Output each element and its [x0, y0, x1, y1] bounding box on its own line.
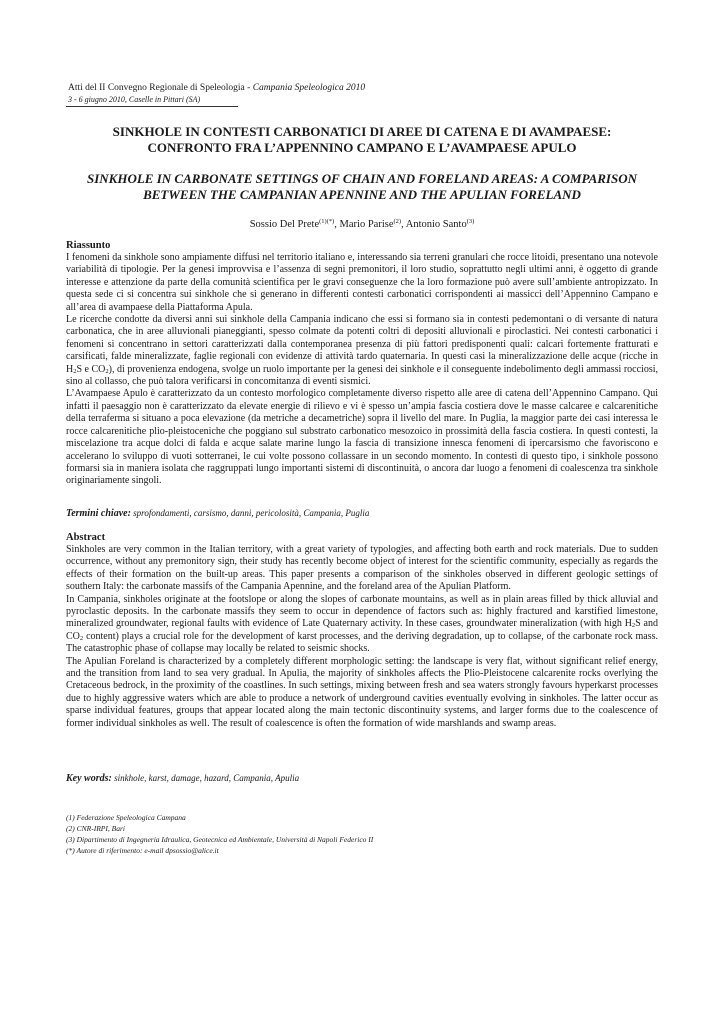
title-english — [60, 171, 664, 202]
text-run: Le ricerche condotte da diversi anni sui sinkhole della Campania indicano che essi si formano sia in contesti pedemontani o di versante di natura carbonatica, che in aree alluvionali pianeggianti, spesso colmate da potenti coltri di depositi alluvionali e piroclastici. Nei contesti carbonatici i fenomeni si concentrano in settori caratterizzati dalla contemporanea presenza di più fattori predisponenti quali: calcari fortemente fratturati e carsificati, falde mineralizzate, faglie regionali con evidenze di attività tardo quaternaria. In questi casi la mineralizzazione delle acque (ricche in H — [66, 314, 658, 375]
proceedings-venue: Campania Speleologica 2010 — [252, 83, 366, 93]
header-line-1 — [68, 82, 368, 94]
subscript: 2 — [73, 367, 77, 375]
text-run: ), di provenienza endogena, svolge un ruolo importante per la genesi dei sinkhole e il conseguente indebolimento degli ammassi rocciosi, sino al collasso, che può talora verificarsi in concomitanza di eventi sismici. — [66, 363, 658, 388]
subscript: 2 — [105, 367, 109, 375]
text-run: S e CO — [76, 363, 106, 375]
key-words — [66, 772, 658, 785]
riassunto-section — [66, 240, 658, 488]
author-name: Mario Parise — [339, 219, 394, 230]
termini-chiave — [66, 507, 658, 520]
footnote: (3) Dipartimento di Ingegneria Idraulica, Geotecnica ed Ambientale, Università di Napoli Federico II — [66, 835, 374, 844]
riassunto-paragraph: I fenomeni da sinkhole sono ampiamente diffusi nel territorio italiano e, interessando sia terreni granulari che rocce litoidi, presentano una notevole variabilità di tipologie. Per la genesi improvvisa e l’assenza di segni premonitori, il loro studio, soprattutto negli ultimi anni, è oggetto di grande interesse e attenzione da parte della comunità scientifica per le gravi conseguenze che la loro formazione può avere sull’ambiente antropizzato. In questa sede ci si concentra sui sinkhole che si generano in differenti contesti carbonatici corrispondenti ai massicci dell’Appennino Campano e all’area di avampaese della Piattaforma Apula. — [66, 252, 658, 313]
text-run: content) plays a crucial role for the development of karst processes, and the deriving degradation, up to collapse, of the carbonate rock mass. The catastrophic phase of collapse may locally be related to seismic shocks. — [66, 630, 658, 655]
author-name: Antonio Santo — [405, 219, 467, 230]
abstract-paragraph: Sinkholes are very common in the Italian territory, with a great variety of typologies, and affecting both earth and rock materials. Due to sudden occurrence, without any premonitory sign, their study has recently become object of interest for the scientific community, especially as regards the effects of their formation on the built-up areas. This paper presents a comparison of the sinkholes observed in different geologic settings of southern Italy: the carbonate massifs of the Campania Apennine, and the foreland area of the Apulian Platform. — [66, 544, 658, 593]
abstract-paragraph: The Apulian Foreland is characterized by a completely different morphologic setting: the landscape is very flat, without significant relief energy, and the transition from land to sea very gradual. In Apulia, the majority of sinkholes affects the Plio-Pleistocene calcarenite rocks overlying the Cretaceous bedrock, in the proximity of the coastlines. In such settings, mixing between fresh and sea waters strongly favours hyperkarst processes due to highly aggressive waters which are able to produce a network of underground cavities eventually evolving in sinkholes. The latter occur as sparse individual features, groups that appear located along the main tectonic discontinuity systems, and larger forms due to the coalescence of former individual sinkholes as well. The result of coalescence is often the formation of wide marshlands and swamp areas. — [66, 655, 658, 729]
author-name: Sossio Del Prete — [249, 219, 320, 230]
footnote: (2) CNR-IRPI, Bari — [66, 824, 125, 833]
header-divider — [66, 106, 238, 107]
footnote: (*) Autore di riferimento: e-mail dpsossio@alice.it — [66, 846, 219, 855]
footnote: (1) Federazione Speleologica Campana — [66, 813, 186, 822]
riassunto-paragraph — [66, 314, 658, 388]
author-affiliation-mark: (2) — [393, 218, 402, 225]
author-list — [60, 215, 664, 231]
title-english-line-1: SINKHOLE IN CARBONATE SETTINGS OF CHAIN AND FORELAND AREAS: A COMPARISON — [87, 171, 637, 186]
text-run: S and CO — [66, 618, 658, 642]
footnotes — [66, 812, 658, 856]
key-words-value: sinkhole, karst, damage, hazard, Campania, Apulia — [111, 773, 300, 783]
proceedings-dates: 3 - 6 giugno 2010, Caselle in Pittari (SA) — [68, 95, 201, 104]
title-italian-line-1: SINKHOLE IN CONTESTI CARBONATICI DI AREE DI CATENA E DI AVAMPAESE: — [112, 124, 612, 139]
proceedings-name: Atti del II Convegno Regionale di Speleologia - — [68, 83, 253, 93]
author-separator: , — [401, 219, 406, 230]
author-affiliation-mark: (1)(*) — [319, 218, 335, 225]
riassunto-heading: Riassunto — [66, 240, 111, 251]
text-run: In Campania, sinkholes originate at the footslope or along the slopes of carbonate mountains, as well as in plain areas filled by thick alluvial and pyroclastic deposits. In the carbonate massifs they seem to occur in dependence of factors such as: highly fractured and karstified limestone, mineralized groundwater, regional faults with evidence of Late Quaternary activity. In these cases, groundwater mineralization (with high H — [66, 593, 658, 630]
abstract-heading: Abstract — [66, 532, 106, 543]
running-header — [68, 82, 368, 105]
title-italian — [60, 124, 664, 155]
author-separator: , — [334, 219, 340, 230]
subscript: 2 — [631, 622, 636, 630]
title-english-line-2: BETWEEN THE CAMPANIAN APENNINE AND THE APULIAN FORELAND — [143, 186, 581, 202]
abstract-section — [66, 532, 658, 730]
termini-chiave-label: Termini chiave: — [66, 508, 131, 519]
abstract-paragraph — [66, 594, 658, 656]
author-affiliation-mark: (3) — [466, 218, 475, 225]
key-words-label: Key words: — [66, 773, 112, 784]
subscript: 2 — [79, 634, 84, 642]
riassunto-paragraph: L’Avampaese Apulo è caratterizzato da un contesto morfologico completamente diverso rispetto alle aree di catena dell’Appennino Campano. Qui infatti il paesaggio non è caratterizzato da elevate energie di rilievo e vi è spesso un’ampia fascia costiera dove le masse calcaree e calcarenitiche della terraferma si situano a poca elevazione (da metriche a decametriche) sopra il livello del mare. In Puglia, la maggior parte dei casi interessa le rocce calcarenitiche plio-pleistoceniche che poggiano sul substrato carbonatico mesozoico in prossimità della fascia costiera. In questi contesti, la miscelazione tra acque dolci di falda e acque salate marine lungo la fascia di transizione innesca fenomeni di ipercarsismo che favoriscono e accelerano lo sviluppo di vuoti sotterranei, le cui volte possono collassare in un secondo momento. In contesti di questo tipo, i sinkhole possono formarsi sia in maniera isolata che raggruppati lungo importanti sistemi di discontinuità, o ancora dar luogo a fenomeni di coalescenza tra sinkhole originariamente singoli. — [66, 388, 658, 487]
termini-chiave-value: sprofondamenti, carsismo, danni, pericolosità, Campania, Puglia — [130, 508, 370, 518]
title-italian-line-2: CONFRONTO FRA L’APPENNINO CAMPANO E L’AVAMPAESE APULO — [147, 139, 577, 155]
